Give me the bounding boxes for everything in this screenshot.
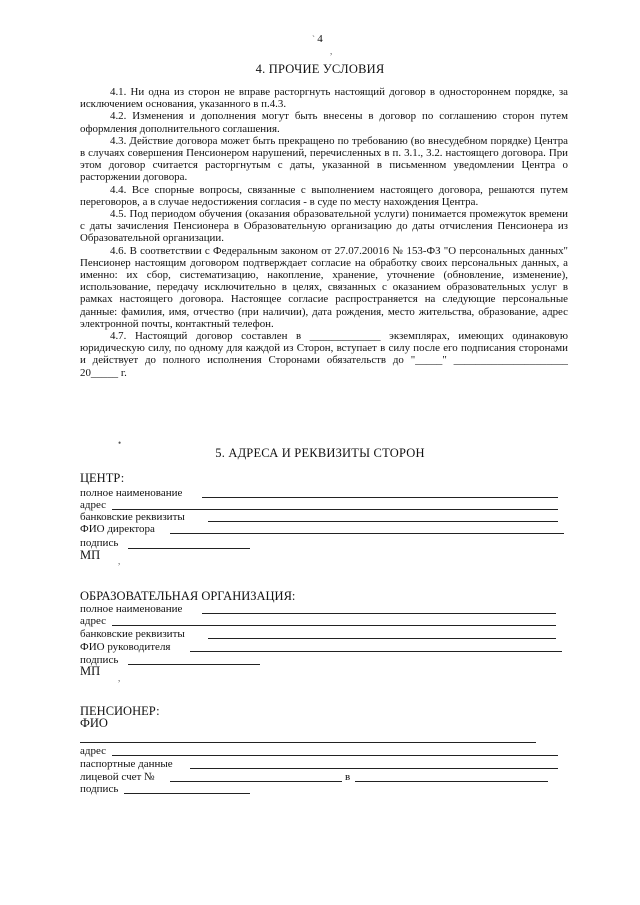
org-address-line[interactable] <box>112 625 556 626</box>
pensioner-heading: ПЕНСИОНЕР: <box>80 704 160 718</box>
clause-4-3: 4.3. Действие договора может быть прекращено по требованию (во внесудебном порядке) Центра в случаях совершения Пенсионером нарушений, перечисленных в п. 3.1., 3.2. настоящего договора. При этом договор считается расторгнутым с даты, указанной в письменном уведомлении Центра о расторжении договора. <box>80 134 568 184</box>
pensioner-signature-line[interactable] <box>124 793 250 794</box>
org-stamp-label: МП <box>80 664 101 678</box>
org-address-label: адрес <box>80 615 107 627</box>
scan-mark: • <box>118 438 122 448</box>
clause-4-5: 4.5. Под периодом обучения (оказания образовательной услуги) понимается промежуток времени с даты зачисления Пенсионера в Образовательную организацию до даты отчисления Пенсионера из Образовательной организации. <box>80 208 568 245</box>
clause-4-6: 4.6. В соответствии с Федеральным законом от 27.07.20016 № 153-ФЗ "О персональных данных" Пенсионер настоящим договором подтверждает согласие на обработку своих персональных данных, а именно: их сбор, систематизацию, накопление, хранение, уточнение (обновление, изменение), использование, передачу исключительно в целях, связанных с оказанием образовательных услуг в рамках настоящего договора. Настоящее согласие распространяется на следующие персональные данные: фамилия, имя, отчество (при наличии), дата рождения, место жительства, образование, адрес электронной почты, контактный телефон. <box>80 244 568 330</box>
clause-4-4: 4.4. Все спорные вопросы, связанные с выполнением настоящего договора, решаются путем переговоров, а в случае недостижения согласия - в суде по месту нахождения Центра. <box>80 183 568 208</box>
center-signature-line[interactable] <box>128 548 250 549</box>
center-full-name-label: полное наименование <box>80 487 183 499</box>
scan-mark: , <box>330 46 333 56</box>
center-stamp-label: МП <box>80 548 101 562</box>
center-full-name-line[interactable] <box>202 497 558 498</box>
center-signature-label: подпись <box>80 537 119 549</box>
center-director-label: ФИО директора <box>80 523 155 535</box>
scan-mark: , <box>118 673 121 683</box>
org-full-name-line[interactable] <box>202 613 556 614</box>
org-head-line[interactable] <box>190 651 562 652</box>
pensioner-bank-in-label: в <box>345 771 351 783</box>
center-bank-line[interactable] <box>208 521 558 522</box>
pensioner-signature-label: подпись <box>80 783 119 795</box>
org-signature-label: подпись <box>80 654 119 666</box>
center-bank-label: банковские реквизиты <box>80 511 185 523</box>
pensioner-address-line[interactable] <box>112 755 558 756</box>
center-address-line[interactable] <box>112 509 558 510</box>
pensioner-fio-label: ФИО <box>80 716 108 730</box>
scan-mark: ` <box>312 34 315 44</box>
pensioner-account-line[interactable] <box>170 781 342 782</box>
page-number: 4 <box>317 33 323 45</box>
pensioner-account-label: лицевой счет № <box>80 771 155 783</box>
clause-4-2: 4.2. Изменения и дополнения могут быть внесены в договор по соглашению сторон путем оформления дополнительного соглашения. <box>80 110 568 135</box>
center-address-label: адрес <box>80 499 107 511</box>
center-heading: ЦЕНТР: <box>80 471 125 485</box>
pensioner-address-label: адрес <box>80 745 107 757</box>
pensioner-fio-line[interactable] <box>80 742 536 743</box>
clause-4-7: 4.7. Настоящий договор составлен в _____________ экземплярах, имеющих одинаковую юридическую силу, по одному для каждой из Сторон, вступает в силу после его подписания сторонами и действует до полного исполнения Сторонами обязательств до "_____" _____________________ 20_____ г. <box>80 330 568 379</box>
clause-4-1: 4.1. Ни одна из сторон не вправе расторгнуть настоящий договор в одностороннем порядке, за исключением основания, указанного в п.4.3. <box>80 86 568 111</box>
org-head-label: ФИО руководителя <box>80 641 171 653</box>
pensioner-passport-line[interactable] <box>190 768 558 769</box>
section-4-body <box>80 86 568 379</box>
pensioner-passport-label: паспортные данные <box>80 758 173 770</box>
org-bank-label: банковские реквизиты <box>80 628 185 640</box>
org-full-name-label: полное наименование <box>80 603 183 615</box>
scan-mark: , <box>118 556 121 566</box>
org-heading: ОБРАЗОВАТЕЛЬНАЯ ОРГАНИЗАЦИЯ: <box>80 589 296 603</box>
center-director-line[interactable] <box>170 533 564 534</box>
pensioner-bank-line[interactable] <box>355 781 548 782</box>
section-4-title: 4. ПРОЧИЕ УСЛОВИЯ <box>255 62 385 76</box>
org-bank-line[interactable] <box>208 638 556 639</box>
section-5-title: 5. АДРЕСА И РЕКВИЗИТЫ СТОРОН <box>215 446 425 460</box>
org-signature-line[interactable] <box>128 664 260 665</box>
